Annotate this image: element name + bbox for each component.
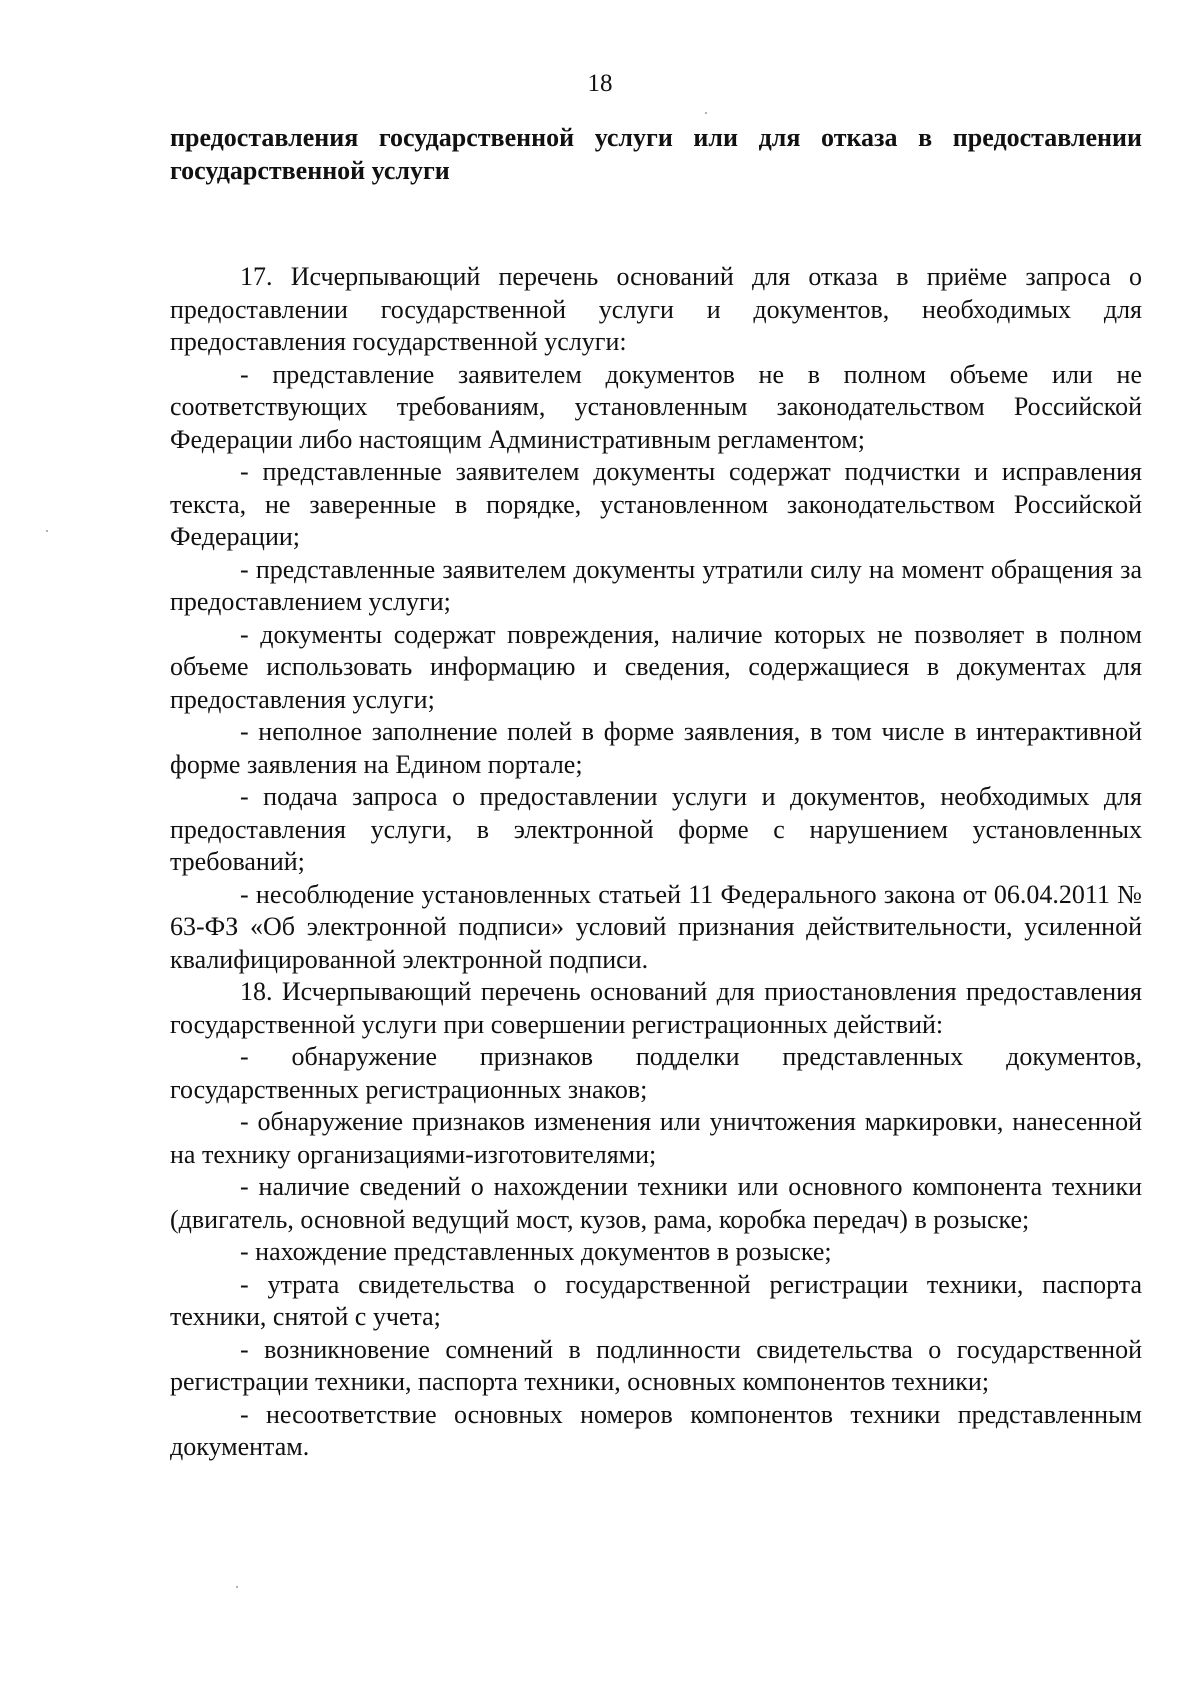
paragraph-18: 18. Исчерпывающий перечень оснований для приостановления предоставления государственной услуги при совершении регистрационных действий: (170, 977, 1142, 1039)
list-item: - несоответствие основных номеров компонентов техники представленным документам. (170, 1399, 1142, 1461)
list-item: - нахождение представленных документов в розыске; (240, 1237, 832, 1266)
list-item: - обнаружение признаков подделки представленных документов, государственных регистрационных знаков; (170, 1042, 1142, 1104)
list-item: - представленные заявителем документы содержат подчистки и исправления текста, не заверенные в порядке, установленном законодательством Российской Федерации; (170, 457, 1142, 551)
paragraph-17: 17. Исчерпывающий перечень оснований для отказа в приёме запроса о предоставлении государственной услуги и документов, необходимых для предоставления государственной услуги: (170, 262, 1142, 356)
page-number: 18 (587, 70, 613, 97)
document-body (170, 122, 1142, 1464)
list-item: - обнаружение признаков изменения или уничтожения маркировки, нанесенной на технику организациями-изготовителями; (170, 1107, 1142, 1169)
list-item: - утрата свидетельства о государственной регистрации техники, паспорта техники, снятой с учета; (170, 1269, 1142, 1331)
list-item: - документы содержат повреждения, наличие которых не позволяет в полном объеме использовать информацию и сведения, содержащиеся в документах для предоставления услуги; (170, 619, 1142, 714)
list-item: - несоблюдение установленных статьей 11 Федерального закона от 06.04.2011 № 63-ФЗ «Об электронной подписи» условий признания действительности, усиленной квалифицированной электронной подписи. (170, 879, 1142, 974)
list-item: - подача запроса о предоставлении услуги и документов, необходимых для предоставления услуги, в электронной форме с нарушением установленных требований; (170, 782, 1142, 876)
scan-artifact (236, 1586, 238, 1588)
list-item: - неполное заполнение полей в форме заявления, в том числе в интерактивной форме заявления на Едином портале; (170, 717, 1142, 779)
section-heading: предоставления государственной услуги или для отказа в предоставлении государственной услуги (170, 123, 1142, 185)
list-item: - представленные заявителем документы утратили силу на момент обращения за предоставлением услуги; (170, 554, 1142, 616)
list-item: - представление заявителем документов не в полном объеме или не соответствующих требованиям, установленным законодательством Российской Федерации либо настоящим Административным регламентом; (170, 359, 1142, 454)
scan-artifact (46, 530, 48, 532)
list-item: - наличие сведений о нахождении техники или основного компонента техники (двигатель, основной ведущий мост, кузов, рама, коробка передач) в розыске; (170, 1172, 1142, 1234)
scan-artifact (705, 112, 707, 114)
list-item: - возникновение сомнений в подлинности свидетельства о государственной регистрации техники, паспорта техники, основных компонентов техники; (170, 1334, 1142, 1396)
